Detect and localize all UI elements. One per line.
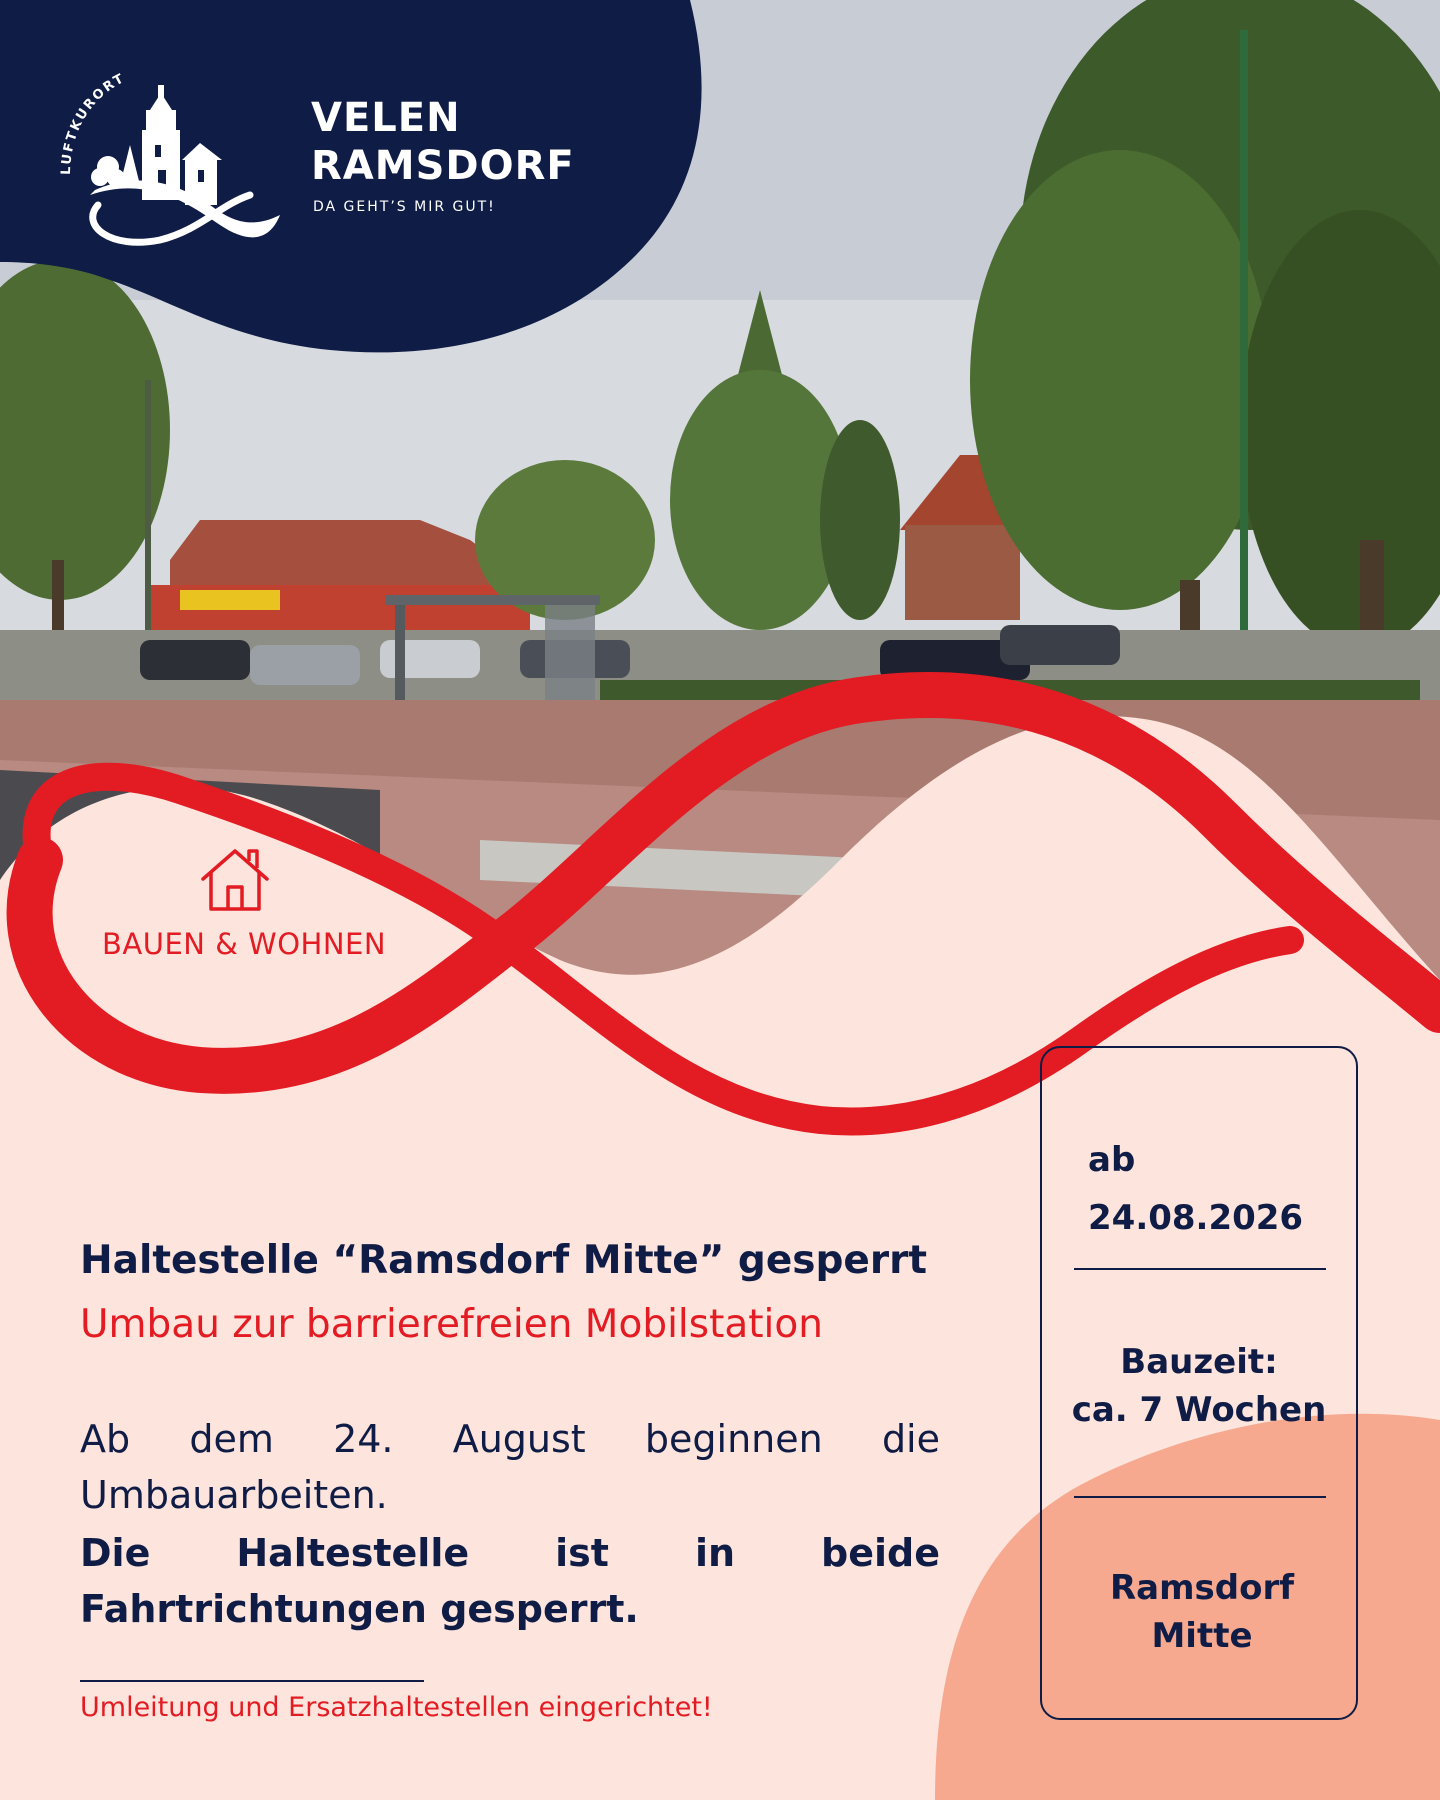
luftkurort-arc-text: LUFTKURORT — [58, 70, 128, 176]
notice-subline: Umbau zur barrierefreien Mobilstation — [80, 1302, 823, 1347]
category-label: BAUEN & WOHNEN — [102, 927, 387, 961]
start-prefix: ab — [1088, 1140, 1136, 1180]
footnote-divider — [80, 1680, 424, 1682]
location-name: Ramsdorf Mitte — [1109, 1568, 1295, 1656]
town-logo-emblem — [50, 55, 300, 255]
notice-body: Ab dem 24. August beginnen die Umbauarbeiten. — [80, 1417, 940, 1517]
notice-footnote: Umleitung und Ersatzhaltestellen eingerichtet! — [80, 1692, 713, 1723]
brand-tagline: DA GEHT’S MIR GUT! — [313, 199, 496, 215]
notice-body-bold: Die Haltestelle ist in beide Fahrtrichtungen gesperrt. — [80, 1531, 940, 1631]
start-date: 24.08.2026 — [1088, 1198, 1304, 1238]
info-card — [1040, 1046, 1358, 1720]
notice-headline: Haltestelle “Ramsdorf Mitte” gesperrt — [80, 1238, 927, 1283]
duration-value: ca. 7 Wochen — [1071, 1390, 1327, 1430]
brand-name-ramsdorf: RAMSDORF — [311, 143, 575, 189]
card-divider — [1074, 1268, 1326, 1270]
svg-text:LUFTKURORT — [59, 71, 128, 175]
duration-label: Bauzeit: — [1120, 1342, 1278, 1382]
card-divider — [1074, 1496, 1326, 1498]
brand-name-velen: VELEN — [311, 95, 461, 141]
house-icon — [197, 845, 273, 915]
